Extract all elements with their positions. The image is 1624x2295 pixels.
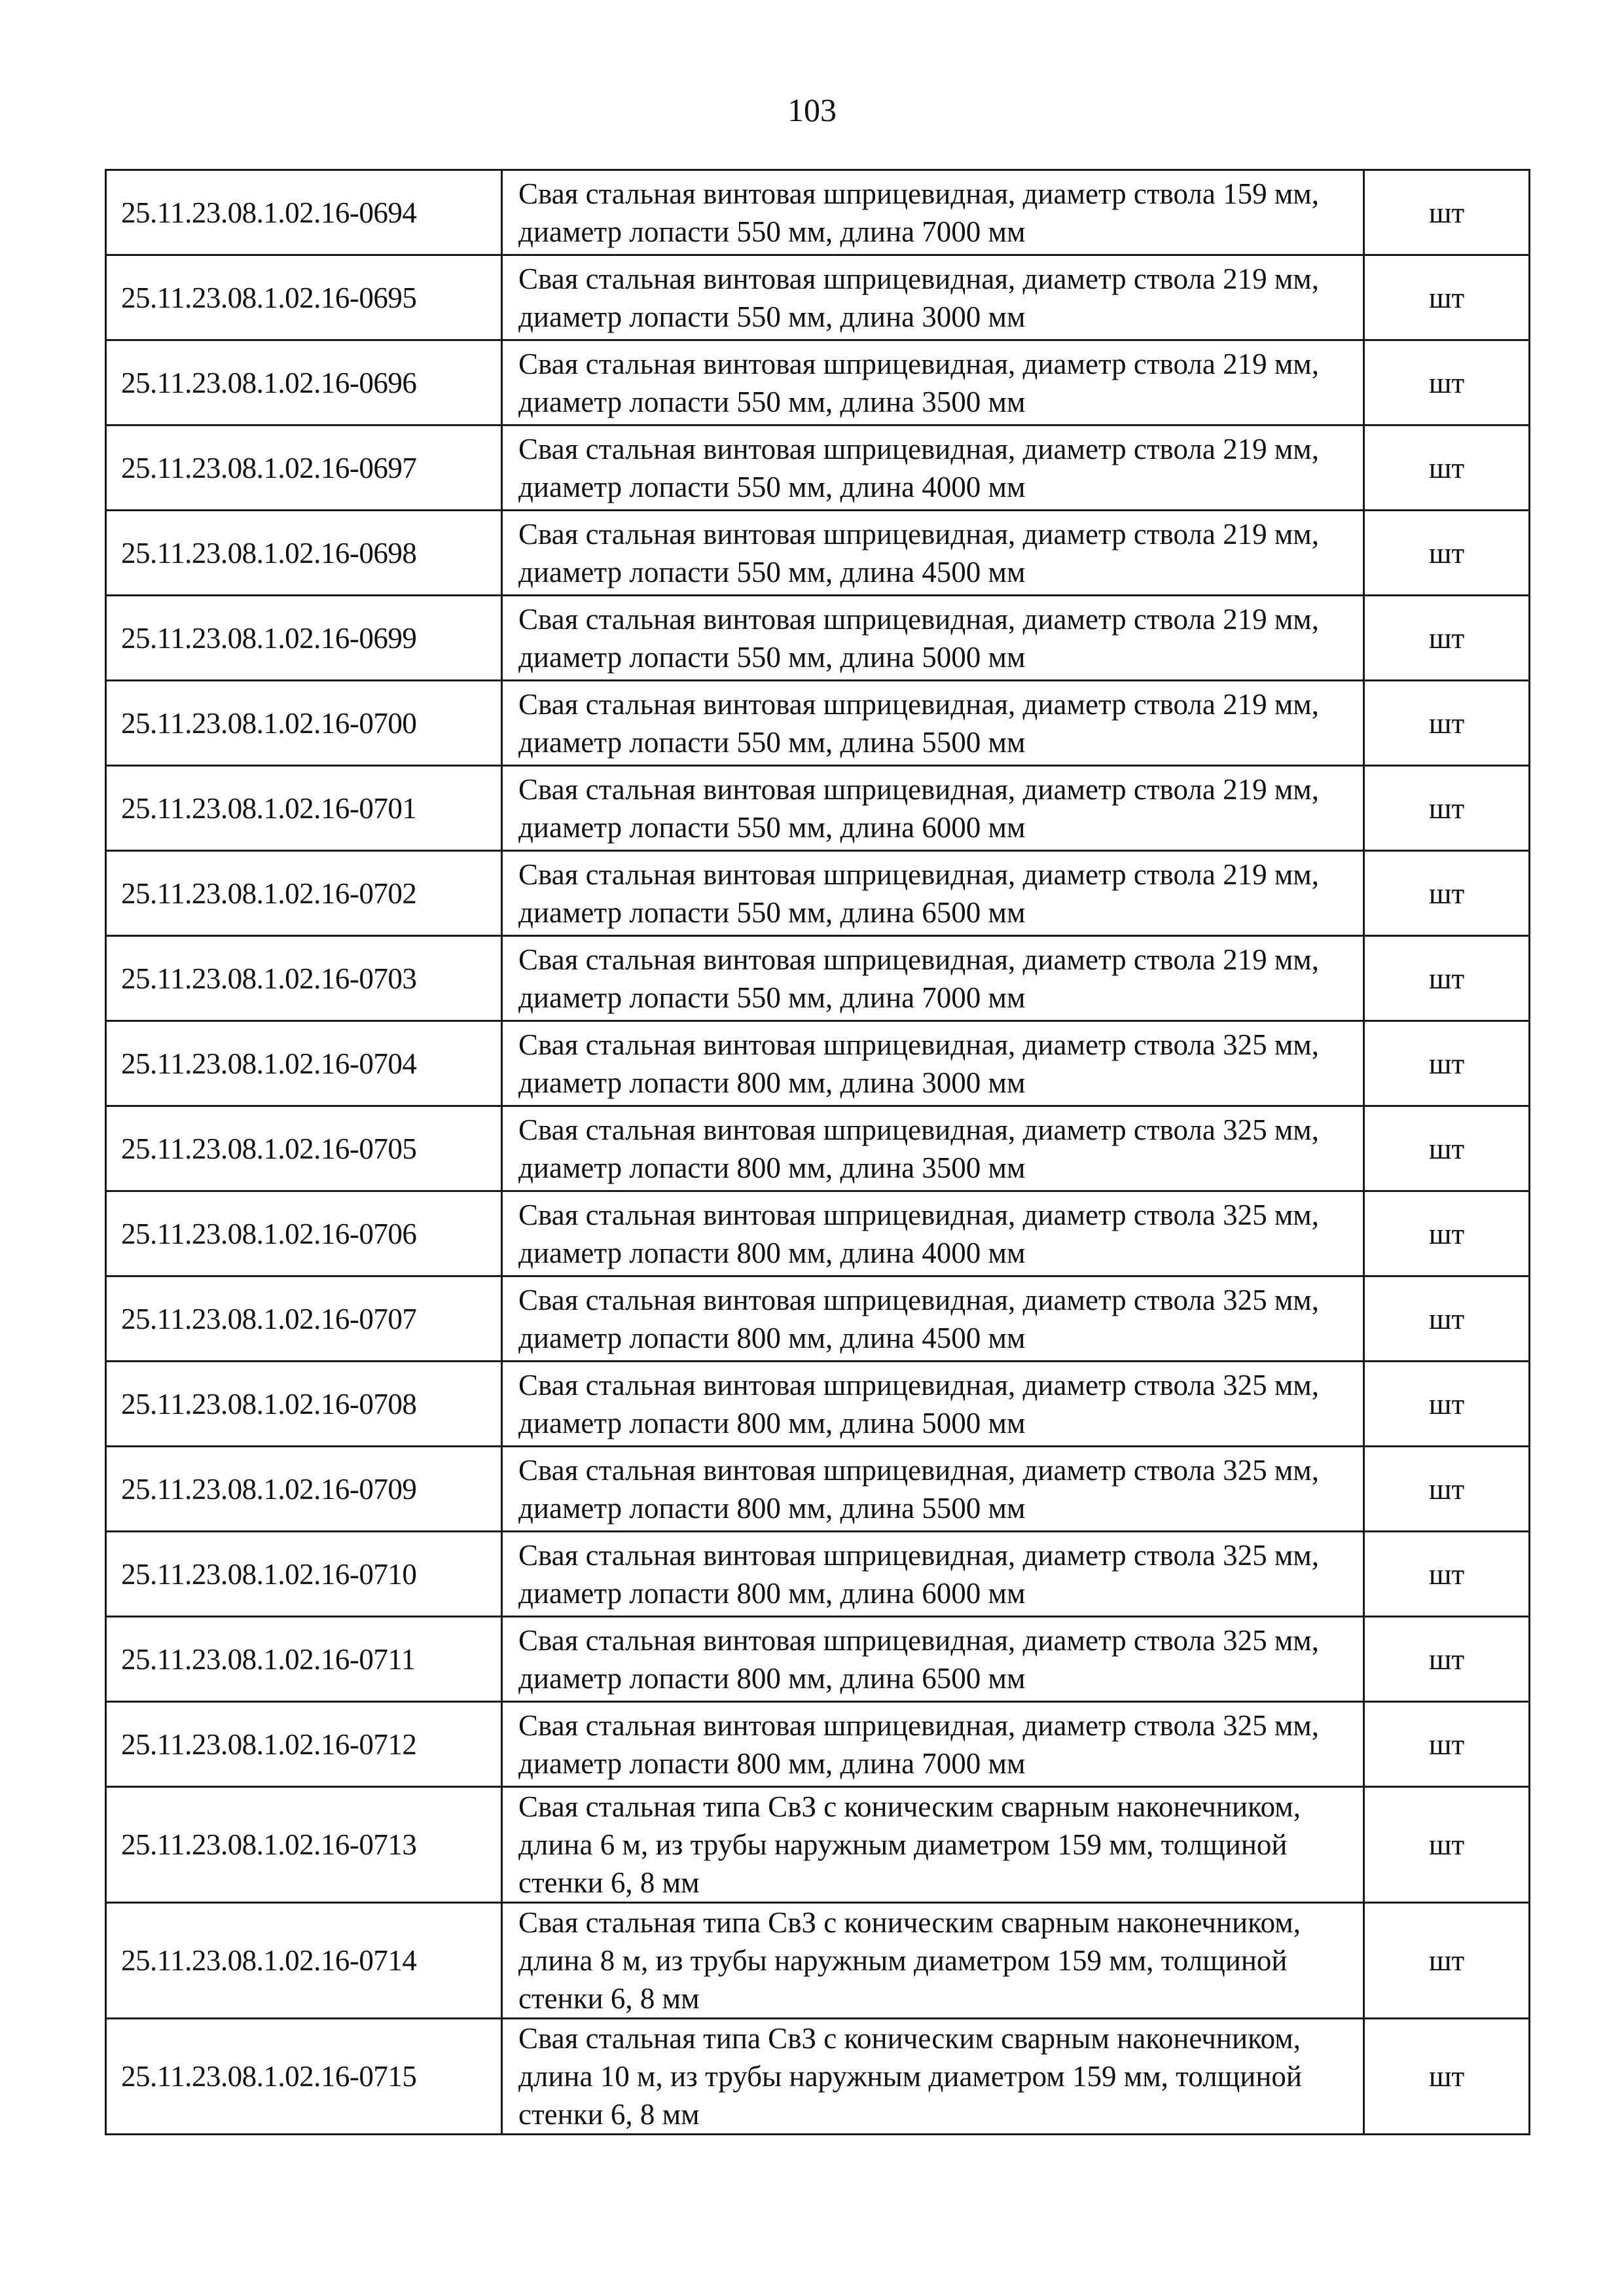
resource-code: 25.11.23.08.1.02.16-0706 [106,1191,502,1276]
resource-description: Свая стальная винтовая шприцевидная, диаметр ствола 325 мм, диаметр лопасти 800 мм, длина 5000 мм [502,1362,1364,1447]
table-row [106,936,1530,1021]
resource-code: 25.11.23.08.1.02.16-0695 [106,255,502,340]
resource-code: 25.11.23.08.1.02.16-0702 [106,851,502,936]
table-row [106,1021,1530,1106]
resource-description: Свая стальная винтовая шприцевидная, диаметр ствола 159 мм, диаметр лопасти 550 мм, длина 7000 мм [502,170,1364,255]
resource-description: Свая стальная винтовая шприцевидная, диаметр ствола 219 мм, диаметр лопасти 550 мм, длина 6500 мм [502,851,1364,936]
resource-description: Свая стальная винтовая шприцевидная, диаметр ствола 219 мм, диаметр лопасти 550 мм, длина 5000 мм [502,596,1364,681]
resource-code: 25.11.23.08.1.02.16-0703 [106,936,502,1021]
table-row [106,2019,1530,2135]
table-row [106,340,1530,425]
resource-code: 25.11.23.08.1.02.16-0698 [106,511,502,596]
resource-unit: шт [1364,170,1530,255]
table-row [106,1532,1530,1617]
resource-code: 25.11.23.08.1.02.16-0696 [106,340,502,425]
table-row [106,1702,1530,1787]
resource-unit: шт [1364,1276,1530,1362]
table-row [106,255,1530,340]
table-row [106,511,1530,596]
resource-description: Свая стальная винтовая шприцевидная, диаметр ствола 219 мм, диаметр лопасти 550 мм, длина 3500 мм [502,340,1364,425]
table-row [106,1447,1530,1532]
resource-description: Свая стальная винтовая шприцевидная, диаметр ствола 219 мм, диаметр лопасти 550 мм, длина 4000 мм [502,425,1364,511]
resource-unit: шт [1364,1021,1530,1106]
resource-code: 25.11.23.08.1.02.16-0705 [106,1106,502,1191]
resource-description: Свая стальная винтовая шприцевидная, диаметр ствола 219 мм, диаметр лопасти 550 мм, длина 6000 мм [502,766,1364,851]
table-row [106,766,1530,851]
resource-description: Свая стальная винтовая шприцевидная, диаметр ствола 325 мм, диаметр лопасти 800 мм, длина 6000 мм [502,1532,1364,1617]
resource-code: 25.11.23.08.1.02.16-0712 [106,1702,502,1787]
resource-unit: шт [1364,1617,1530,1702]
resource-description: Свая стальная винтовая шприцевидная, диаметр ствола 325 мм, диаметр лопасти 800 мм, длина 6500 мм [502,1617,1364,1702]
resource-code: 25.11.23.08.1.02.16-0709 [106,1447,502,1532]
resource-description: Свая стальная винтовая шприцевидная, диаметр ствола 219 мм, диаметр лопасти 550 мм, длина 4500 мм [502,511,1364,596]
table-row [106,1787,1530,1903]
resource-unit: шт [1364,936,1530,1021]
resource-code: 25.11.23.08.1.02.16-0700 [106,681,502,766]
resource-table [105,169,1530,2135]
resource-code: 25.11.23.08.1.02.16-0710 [106,1532,502,1617]
table-row [106,425,1530,511]
resource-description: Свая стальная типа СвЗ с коническим сварным наконечником, длина 8 м, из трубы наружным диаметром 159 мм, толщиной стенки 6, 8 мм [502,1903,1364,2019]
resource-unit: шт [1364,1191,1530,1276]
resource-unit: шт [1364,1787,1530,1903]
table-row [106,1191,1530,1276]
resource-code: 25.11.23.08.1.02.16-0707 [106,1276,502,1362]
table-row [106,1362,1530,1447]
resource-code: 25.11.23.08.1.02.16-0714 [106,1903,502,2019]
resource-description: Свая стальная типа СвЗ с коническим сварным наконечником, длина 10 м, из трубы наружным диаметром 159 мм, толщиной стенки 6, 8 мм [502,2019,1364,2135]
resource-unit: шт [1364,255,1530,340]
resource-code: 25.11.23.08.1.02.16-0694 [106,170,502,255]
resource-unit: шт [1364,1903,1530,2019]
resource-description: Свая стальная винтовая шприцевидная, диаметр ствола 325 мм, диаметр лопасти 800 мм, длина 3500 мм [502,1106,1364,1191]
resource-code: 25.11.23.08.1.02.16-0708 [106,1362,502,1447]
resource-table-body [106,170,1530,2135]
resource-description: Свая стальная типа СвЗ с коническим сварным наконечником, длина 6 м, из трубы наружным диаметром 159 мм, толщиной стенки 6, 8 мм [502,1787,1364,1903]
table-row [106,1276,1530,1362]
resource-code: 25.11.23.08.1.02.16-0715 [106,2019,502,2135]
resource-unit: шт [1364,766,1530,851]
table-row [106,170,1530,255]
resource-unit: шт [1364,1702,1530,1787]
table-row [106,596,1530,681]
resource-description: Свая стальная винтовая шприцевидная, диаметр ствола 325 мм, диаметр лопасти 800 мм, длина 5500 мм [502,1447,1364,1532]
resource-code: 25.11.23.08.1.02.16-0711 [106,1617,502,1702]
resource-code: 25.11.23.08.1.02.16-0697 [106,425,502,511]
resource-unit: шт [1364,2019,1530,2135]
resource-unit: шт [1364,596,1530,681]
resource-code: 25.11.23.08.1.02.16-0713 [106,1787,502,1903]
resource-unit: шт [1364,1447,1530,1532]
resource-unit: шт [1364,1532,1530,1617]
resource-unit: шт [1364,511,1530,596]
resource-unit: шт [1364,1106,1530,1191]
table-row [106,681,1530,766]
table-row [106,851,1530,936]
table-row [106,1617,1530,1702]
resource-description: Свая стальная винтовая шприцевидная, диаметр ствола 219 мм, диаметр лопасти 550 мм, длина 3000 мм [502,255,1364,340]
resource-description: Свая стальная винтовая шприцевидная, диаметр ствола 325 мм, диаметр лопасти 800 мм, длина 4500 мм [502,1276,1364,1362]
resource-unit: шт [1364,340,1530,425]
resource-unit: шт [1364,681,1530,766]
resource-description: Свая стальная винтовая шприцевидная, диаметр ствола 219 мм, диаметр лопасти 550 мм, длина 5500 мм [502,681,1364,766]
resource-unit: шт [1364,851,1530,936]
resource-code: 25.11.23.08.1.02.16-0699 [106,596,502,681]
resource-description: Свая стальная винтовая шприцевидная, диаметр ствола 325 мм, диаметр лопасти 800 мм, длина 4000 мм [502,1191,1364,1276]
resource-code: 25.11.23.08.1.02.16-0701 [106,766,502,851]
resource-description: Свая стальная винтовая шприцевидная, диаметр ствола 325 мм, диаметр лопасти 800 мм, длина 7000 мм [502,1702,1364,1787]
resource-unit: шт [1364,1362,1530,1447]
page-number: 103 [787,92,837,128]
table-row [106,1106,1530,1191]
resource-unit: шт [1364,425,1530,511]
resource-description: Свая стальная винтовая шприцевидная, диаметр ствола 219 мм, диаметр лопасти 550 мм, длина 7000 мм [502,936,1364,1021]
resource-code: 25.11.23.08.1.02.16-0704 [106,1021,502,1106]
table-row [106,1903,1530,2019]
resource-description: Свая стальная винтовая шприцевидная, диаметр ствола 325 мм, диаметр лопасти 800 мм, длина 3000 мм [502,1021,1364,1106]
